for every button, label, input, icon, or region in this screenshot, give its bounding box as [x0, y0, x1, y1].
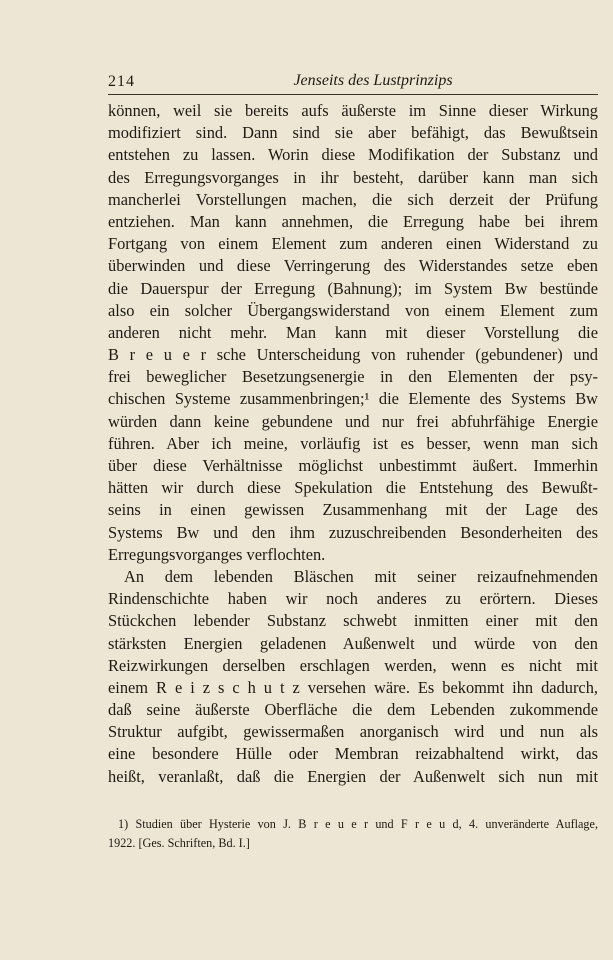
text-line: überwinden und diese Verringerung des Widerstandes setze eben	[108, 256, 598, 276]
body-text	[108, 100, 598, 788]
text-line: führen. Aber ich meine, vorläufig ist es besser, wenn man sich	[108, 433, 598, 453]
running-head: Jenseits des Lustprinzips	[293, 72, 453, 89]
text-line: Rindenschichte haben wir noch anderes zu erörtern. Dieses	[108, 589, 598, 609]
text-line: anderen nicht mehr. Man kann mit dieser Vorstellung die	[108, 322, 598, 342]
text-line: Systems Bw und den ihm zuzuschreibenden Besonderheiten des	[108, 522, 598, 542]
footnote-line: 1) Studien über Hysterie von J. B r e u e r und F r e u d, 4. unveränderte Auflage,	[118, 817, 598, 831]
text-line: entziehen. Man kann annehmen, die Erregung habe bei ihrem	[108, 211, 598, 231]
text-line: chischen Systeme zusammenbringen;¹ die Elemente des Systems Bw	[108, 389, 598, 409]
text-line: hätten wir durch diese Spekulation die Entstehung des Bewußt-	[108, 478, 598, 498]
text-line: Struktur aufgibt, gewissermaßen anorganisch wird und nun als	[108, 722, 598, 742]
text-line: also ein solcher Übergangswiderstand von einem Element zum	[108, 300, 598, 320]
text-line: seins in einen gewissen Zusammenhang mit der Lage des	[108, 500, 598, 520]
text-line: daß seine äußerste Oberfläche die dem Lebenden zukommende	[108, 700, 598, 720]
text-line: frei beweglicher Besetzungsenergie in den Elementen der psy-	[108, 367, 598, 387]
text-line: einem R e i z s c h u t z versehen wäre. Es bekommt ihn dadurch,	[108, 677, 598, 697]
footnote	[108, 815, 598, 853]
page-number: 214	[108, 73, 135, 90]
text-line: B r e u e r sche Unterscheidung von ruhender (gebundener) und	[108, 345, 598, 365]
text-line: Erregungsvorganges verflochten.	[108, 544, 326, 564]
text-line: die Dauerspur der Erregung (Bahnung); im System Bw bestünde	[108, 278, 598, 298]
text-line: mancherlei Vorstellungen machen, die sich derzeit der Prüfung	[108, 189, 598, 209]
header-rule	[108, 94, 598, 95]
text-line: modifiziert sind. Dann sind sie aber befähigt, das Bewußtsein	[108, 123, 598, 143]
footnote-line: 1922. [Ges. Schriften, Bd. I.]	[108, 836, 250, 850]
text-line: Reizwirkungen derselben erschlagen werden, wenn es nicht mit	[108, 655, 598, 675]
text-line: des Erregungsvorganges in ihr besteht, darüber kann man sich	[108, 167, 598, 187]
text-line: stärksten Energien geladenen Außenwelt und würde von den	[108, 633, 598, 653]
text-line: Stückchen lebender Substanz schwebt inmitten einer mit den	[108, 611, 598, 631]
text-line: heißt, veranlaßt, daß die Energien der Außenwelt sich nun mit	[108, 766, 598, 786]
text-line: können, weil sie bereits aufs äußerste im Sinne dieser Wirkung	[108, 101, 598, 120]
text-line: über diese Verhältnisse möglichst unbestimmt äußert. Immerhin	[108, 456, 598, 475]
page-header	[108, 70, 598, 92]
text-line: entstehen zu lassen. Worin diese Modifikation der Substanz und	[108, 145, 598, 165]
text-line: Fortgang von einem Element zum anderen einen Widerstand zu	[108, 234, 598, 254]
text-line: würden dann keine gebundene und nur frei abfuhrfähige Energie	[108, 411, 598, 431]
text-line: An dem lebenden Bläschen mit seiner reizaufnehmenden	[124, 566, 598, 586]
text-line: eine besondere Hülle oder Membran reizabhaltend wirkt, das	[108, 744, 598, 764]
